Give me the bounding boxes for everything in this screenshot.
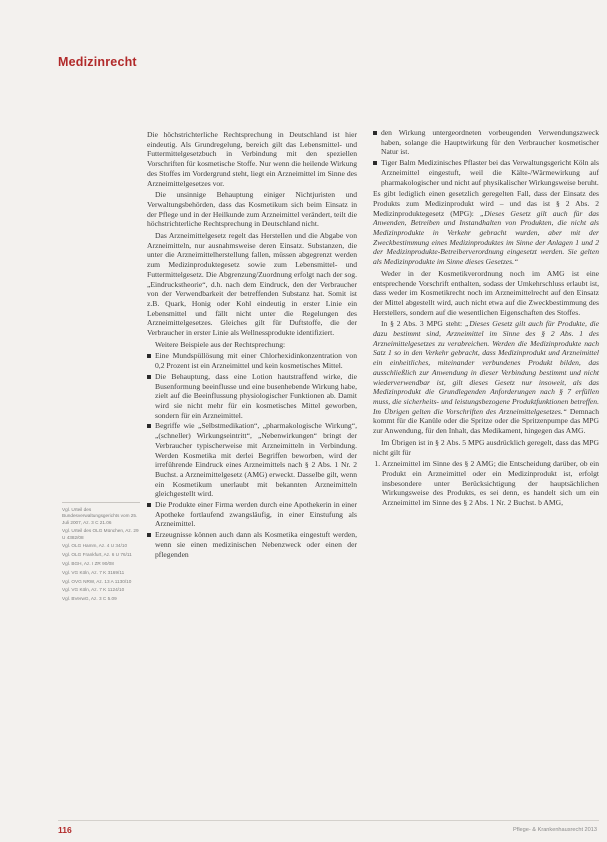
paragraph-text: Es gibt lediglich einen gesetzlich geregelten Fall, dass der Einsatz des Produkts zum Medizinprodukt wird – und das ist § 2 Abs. 2 Medizinproduktegesetz (MPG): <box>373 189 599 218</box>
footnote: Vgl. OLG Hamm, Az. 4 U 34/10 <box>62 543 128 549</box>
list-item: Begriffe wie „Selbstmedikation“, „pharmakologische Wirkung“, „(schneller) Wirkungseintritt“, „Nebenwirkungen“ bringt der Verbraucher typischerweise mit Arzneimitteln in Verbindung. Werden Kosmetika mit derlei Begriffen beworben, wird der irreführende Eindruck eines Arzneimittels nach § 2 Abs. 1 Nr. 2 Buchst. a Arzneimittelgesetz (AMG) erweckt. Dasselbe gilt, wenn ein Kosmetikum unerlaubt mit bekannten Arzneimitteln gleichgestellt wird. <box>147 421 357 499</box>
list-item: Die Behauptung, dass eine Lotion hautstraffend wirke, die Busenformung beeinflusse und eine busenhebende Wirkung habe, zielt auf die Beeinflussung physiologischer Funktionen ab. Damit wird sie nicht mehr für ein kosmetisches Mittel geworben, sondern für ein Arzneimittel. <box>147 372 357 421</box>
footnote: Vgl. OLG Frankfurt, Az. 6 U 76/11 <box>62 552 132 558</box>
footnote: Vgl. Urteil des Bundesverwaltungsgerichts vom 25. Juli 2007, Az. 3 C 21.06 <box>62 507 138 525</box>
footnote: Vgl. Urteil des OLG München, Az. 29 U 4382/08 <box>62 528 139 540</box>
right-column <box>373 128 599 509</box>
list-item: Erzeugnisse können auch dann als Kosmetika eingestuft werden, wenn sie einen medizinischen Nebenzweck oder einen der pflegenden <box>147 530 357 559</box>
paragraph-text: In § 2 Abs. 3 MPG steht: <box>381 319 463 329</box>
paragraph-text: Demnach kommt für die Kanüle oder die Spritze oder die Spritzenpumpe das MPG zur Anwendung, für den Inhalt, das Medikament, hingegen das AMG. <box>373 406 599 436</box>
list-item: den Wirkung untergeordneten vorbeugenden Verwendungszweck haben, solange die Hauptwirkung für den Verbraucher kosmetischer Natur ist. <box>373 128 599 157</box>
paragraph: Die höchstrichterliche Rechtsprechung in Deutschland ist hier eindeutig. Als Grundregelung, bereich gilt das Lebensmittel- und Futtermittelgesetzbuch in Verbindung mit den speziellen Vorschriften für kosmetische Stoffe. Nur wenn die heilende Wirkung des Stoffes im Vordergrund steht, liegt ein Arzneimittel im Sinne des Arzneimittelgesetzes vor. <box>147 130 357 188</box>
paragraph: Weder in der Kosmetikverordnung noch im AMG ist eine entsprechende Vorschrift enthalten, sodass der Umkehrschluss erlaubt ist, dass weder im Kosmetikrecht noch im Arzneimittelrecht auf den Einsatz der Mittel abgestellt wird, auch nicht etwa auf die Zweckbestimmung des Herstellers, sondern auf die wesentlichen Eigenschaften des Stoffes. <box>373 268 599 317</box>
list-item: 1. Arzneimittel im Sinne des § 2 AMG; die Entscheidung darüber, ob ein Produkt ein Arzneimittel oder ein Medizinprodukt ist, erfolgt insbesondere unter Berücksichtigung der hauptsächlichen Wirkungsweise des Produkts, es sei denn, es handelt sich um ein Arzneimittel im Sinne des § 2 Abs. 1 Nr. 2 Buchst. b AMG, <box>382 459 599 508</box>
footnote: Vgl. VG Köln, Az. 7 K 3169/11 <box>62 569 125 575</box>
footer-divider <box>58 820 599 821</box>
footnote: Vgl. BVerwG, Az. 3 C 5.09 <box>62 596 117 602</box>
list-item: Eine Mundspüllösung mit einer Chlorhexidinkonzentration von 0,2 Prozent ist ein Arzneimittel und kein kosmetisches Mittel. <box>147 351 357 370</box>
page-number: 116 <box>58 825 72 835</box>
footnote: Vgl. VG Köln, Az. 7 K 1124/10 <box>62 587 125 593</box>
bullet-list <box>147 351 357 559</box>
quote: „Dieses Gesetz gilt auch für das Anwenden, Betreiben und Instandhalten von Produkten, die nicht als Medizinprodukte in Verkehr gebracht wurden, aber mit der Zweckbestimmung eines Medizinproduktes im Sinne der Anlagen 1 und 2 der Medizinprodukte-Betreiberverordnung eingesetzt werden. Sie gelten als Medizinprodukte im Sinne dieses Gesetzes.“ <box>373 208 599 267</box>
paragraph: Die unsinnige Behauptung einiger Nichtjuristen und Verwaltungsbehörden, dass das Kosmetikum sich beim Einsatz in der Pflege und in der Heilkunde zum Arzneimittel verändert, teilt die höchstrichterliche Rechtsprechung in Deutschland nicht. <box>147 190 357 229</box>
section-title: Medizinrecht <box>58 55 137 69</box>
left-column <box>147 130 357 561</box>
paragraph: Weitere Beispiele aus der Rechtsprechung: <box>155 339 286 349</box>
list-item: Die Produkte einer Firma werden durch eine Apothekerin in einer Apotheke fortlaufend zwangsläufig, in einer Einstufung als Arzneimittel. <box>147 500 357 529</box>
paragraph <box>373 189 599 267</box>
bullet-list <box>373 128 599 187</box>
journal-name: Pflege- & Krankenhausrecht 2013 <box>513 827 597 833</box>
quote: „Dieses Gesetz gilt auch für Produkte, die dazu bestimmt sind, Arzneimittel im Sinne des § 2 Abs. 1 des Arzneimittelgesetzes zu verabreichen. Werden die Medizinprodukte nach Satz 1 so in den Verkehr gebracht, dass Medizinprodukt und Arzneimittel ein einheitliches, miteinander verbundenes Produkt bilden, das ausschließlich zur Anwendung in dieser Verbindung bestimmt und nicht wiederverwendbar ist, gilt dieses Gesetz nur insoweit, als das Medizinprodukt die Grundlegenden Anforderungen nach § 7 erfüllen muss, die sicherheits- und leistungsbezogene Produktfunktionen betreffen. Im Übrigen gelten die Vorschriften des Arzneimittelgesetzes.“ <box>373 319 599 416</box>
paragraph: Das Arzneimittelgesetz regelt das Herstellen und die Abgabe von Arzneimitteln, nur ausnahmsweise deren Einsatz. Substanzen, die unter die Arzneimittelherstellung fallen, müssen abgegrenzt werden zum Medizinproduktegesetz sowie zum Lebensmittel- und Futtermittelgesetz. Die Abgrenzung/Zuordnung erfolgt nach der sog. „Eindruckstheorie“, d.h. nach dem Eindruck, den der Verbraucher von der Verwendbarkeit der betreffenden Substanz hat. Somit ist z.B. Quark, Honig oder Kohl eindeutig in erster Linie ein Lebensmittel und fällt nicht unter die Regelungen des Arzneimittelgesetzes. Gleiches gilt für Duftstoffe, die der Verbraucher in erster Linie als Wellnessprodukte identifiziert. <box>147 231 357 338</box>
footnote: Vgl. OVG NRW, Az. 13 A 1130/10 <box>62 578 132 584</box>
paragraph: Im Übrigen ist in § 2 Abs. 5 MPG ausdrücklich geregelt, dass das MPG nicht gilt für <box>373 437 599 457</box>
numbered-list <box>373 459 599 508</box>
list-item: Tiger Balm Medizinisches Pflaster bei das Verwaltungsgericht Köln als Arzneimittel eingestuft, weil die Kälte-/Wärmewirkung auf pharmakologischer und nicht auf physikalischer Wirkungsweise beruht. <box>373 158 599 187</box>
footnotes <box>62 502 140 605</box>
paragraph <box>373 319 599 435</box>
footnote: Vgl. BGH, Az. I ZR 90/08 <box>62 561 114 567</box>
